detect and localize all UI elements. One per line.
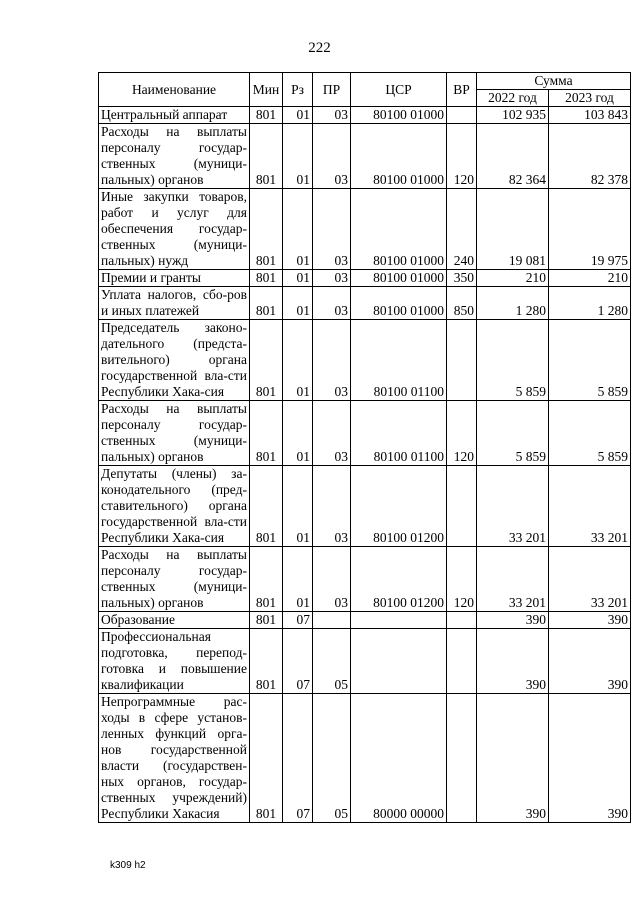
cell-2022: 5 859: [477, 401, 549, 466]
cell-name: Непрограммные рас-ходы в сфере установ-ленных функций орга-нов государственной власти (государствен-ных органов, государ-ственных учреждений) Республики Хакасия: [99, 694, 250, 823]
header-2022: 2022 год: [477, 90, 549, 107]
cell-2022: 102 935: [477, 107, 549, 124]
cell-min: 801: [250, 401, 283, 466]
cell-vr: [447, 107, 477, 124]
cell-2022: 82 364: [477, 124, 549, 189]
table-row: [99, 287, 631, 320]
table-row: [99, 401, 631, 466]
cell-name: Депутаты (члены) за-конодательного (пред-ставительного) органа государственной вла-сти Республики Хака-сия: [99, 466, 250, 547]
cell-2023: 1 280: [549, 287, 631, 320]
cell-2023: 390: [549, 629, 631, 694]
cell-name: Образование: [99, 612, 250, 629]
cell-name: Уплата налогов, сбо-ров и иных платежей: [99, 287, 250, 320]
cell-pr: [313, 612, 351, 629]
cell-2022: 33 201: [477, 547, 549, 612]
table-row: [99, 124, 631, 189]
cell-pr: 05: [313, 694, 351, 823]
cell-2022: 5 859: [477, 320, 549, 401]
cell-2022: 210: [477, 270, 549, 287]
cell-csr: 80100 01200: [351, 466, 447, 547]
cell-2023: 33 201: [549, 466, 631, 547]
cell-min: 801: [250, 466, 283, 547]
cell-2023: 33 201: [549, 547, 631, 612]
cell-2023: 210: [549, 270, 631, 287]
cell-pr: 03: [313, 189, 351, 270]
cell-pr: 03: [313, 466, 351, 547]
cell-csr: 80100 01100: [351, 320, 447, 401]
cell-pr: 03: [313, 401, 351, 466]
header-csr: ЦСР: [351, 73, 447, 107]
cell-vr: 120: [447, 124, 477, 189]
cell-pr: 03: [313, 107, 351, 124]
cell-name: Иные закупки товаров, работ и услуг для обеспечения государ-ственных (муници-пальных) нужд: [99, 189, 250, 270]
cell-pr: 03: [313, 320, 351, 401]
cell-csr: [351, 629, 447, 694]
cell-rz: 01: [283, 547, 313, 612]
cell-pr: 05: [313, 629, 351, 694]
table-row: [99, 107, 631, 124]
cell-rz: 01: [283, 189, 313, 270]
cell-csr: 80100 01100: [351, 401, 447, 466]
cell-csr: [351, 612, 447, 629]
cell-2023: 390: [549, 694, 631, 823]
cell-2023: 5 859: [549, 320, 631, 401]
cell-pr: 03: [313, 124, 351, 189]
header-vr: ВР: [447, 73, 477, 107]
cell-vr: [447, 629, 477, 694]
cell-vr: 240: [447, 189, 477, 270]
table-row: [99, 547, 631, 612]
cell-pr: 03: [313, 547, 351, 612]
cell-csr: 80000 00000: [351, 694, 447, 823]
cell-vr: 350: [447, 270, 477, 287]
cell-vr: 120: [447, 401, 477, 466]
cell-min: 801: [250, 124, 283, 189]
cell-vr: [447, 320, 477, 401]
cell-name: Профессиональная подготовка, перепод-готовка и повышение квалификации: [99, 629, 250, 694]
cell-rz: 07: [283, 612, 313, 629]
cell-2023: 82 378: [549, 124, 631, 189]
cell-csr: 80100 01000: [351, 107, 447, 124]
cell-min: 801: [250, 547, 283, 612]
cell-2022: 390: [477, 629, 549, 694]
footer-code: k309 h2: [110, 860, 146, 871]
cell-csr: 80100 01000: [351, 124, 447, 189]
cell-vr: [447, 612, 477, 629]
table-header: [99, 73, 631, 107]
budget-table: [98, 72, 631, 823]
table-row: [99, 694, 631, 823]
cell-min: 801: [250, 107, 283, 124]
cell-csr: 80100 01000: [351, 189, 447, 270]
table-row: [99, 629, 631, 694]
cell-rz: 07: [283, 629, 313, 694]
cell-2023: 103 843: [549, 107, 631, 124]
cell-csr: 80100 01200: [351, 547, 447, 612]
cell-pr: 03: [313, 287, 351, 320]
cell-vr: 120: [447, 547, 477, 612]
cell-name: Председатель законо-дательного (предста-вительного) органа государственной вла-сти Республики Хака-сия: [99, 320, 250, 401]
cell-rz: 01: [283, 466, 313, 547]
cell-min: 801: [250, 612, 283, 629]
cell-rz: 07: [283, 694, 313, 823]
cell-2023: 5 859: [549, 401, 631, 466]
cell-min: 801: [250, 629, 283, 694]
cell-2023: 19 975: [549, 189, 631, 270]
cell-pr: 03: [313, 270, 351, 287]
cell-rz: 01: [283, 270, 313, 287]
cell-rz: 01: [283, 107, 313, 124]
cell-min: 801: [250, 320, 283, 401]
table-row: [99, 612, 631, 629]
cell-2022: 33 201: [477, 466, 549, 547]
header-sum: Сумма: [477, 73, 631, 90]
cell-rz: 01: [283, 124, 313, 189]
header-2023: 2023 год: [549, 90, 631, 107]
cell-min: 801: [250, 287, 283, 320]
cell-rz: 01: [283, 320, 313, 401]
table-row: [99, 270, 631, 287]
cell-2023: 390: [549, 612, 631, 629]
cell-vr: [447, 466, 477, 547]
cell-vr: [447, 694, 477, 823]
cell-name: Премии и гранты: [99, 270, 250, 287]
table-body: [99, 107, 631, 823]
cell-csr: 80100 01000: [351, 287, 447, 320]
cell-name: Расходы на выплаты персоналу государ-ственных (муници-пальных) органов: [99, 124, 250, 189]
table-row: [99, 320, 631, 401]
cell-name: Расходы на выплаты персоналу государ-ственных (муници-пальных) органов: [99, 401, 250, 466]
cell-csr: 80100 01000: [351, 270, 447, 287]
cell-min: 801: [250, 189, 283, 270]
cell-name: Центральный аппарат: [99, 107, 250, 124]
header-min: Мин: [250, 73, 283, 107]
cell-2022: 390: [477, 694, 549, 823]
cell-min: 801: [250, 270, 283, 287]
table-row: [99, 466, 631, 547]
table-row: [99, 189, 631, 270]
cell-2022: 1 280: [477, 287, 549, 320]
header-rz: Рз: [283, 73, 313, 107]
cell-name: Расходы на выплаты персоналу государ-ственных (муници-пальных) органов: [99, 547, 250, 612]
cell-vr: 850: [447, 287, 477, 320]
cell-rz: 01: [283, 401, 313, 466]
header-pr: ПР: [313, 73, 351, 107]
cell-min: 801: [250, 694, 283, 823]
page-number: 222: [308, 40, 331, 56]
header-name: Наименование: [99, 73, 250, 107]
cell-rz: 01: [283, 287, 313, 320]
cell-2022: 390: [477, 612, 549, 629]
cell-2022: 19 081: [477, 189, 549, 270]
